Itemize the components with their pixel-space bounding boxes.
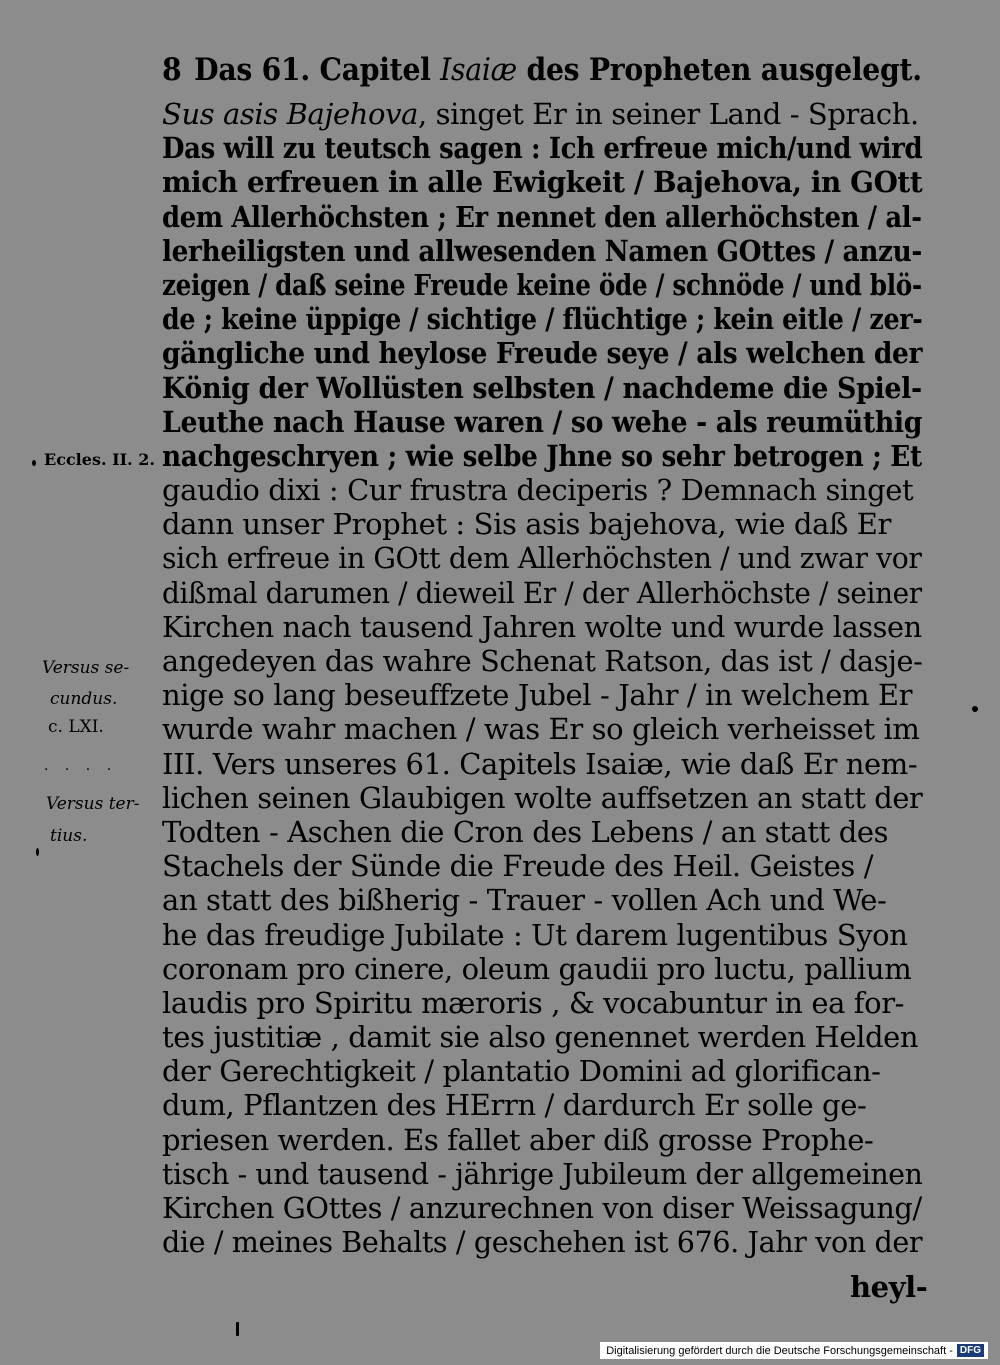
text-line: der Gerechtigkeit / plantatio Domini ad glorifican- bbox=[162, 1054, 881, 1089]
margin-note-versus-secundus-1: Versus se- bbox=[42, 658, 130, 678]
text-line: lerheiligsten und allwesenden Namen GOttes / anzu- bbox=[162, 233, 922, 268]
text-line: Leuthe nach Hause waren / so wehe - als reumüthig bbox=[162, 404, 923, 439]
text-line: nige so lang beseuffzete Jubel - Jahr / in welchem Er bbox=[162, 678, 913, 713]
text-line: de ; keine üppige / sichtige / flüchtige ; kein eitle / zer- bbox=[162, 302, 923, 337]
text-line: Kirchen nach tausend Jahren wolte und wurde lassen bbox=[162, 609, 922, 644]
ink-speck bbox=[32, 460, 36, 466]
text-line: zeigen / daß seine Freude keine öde / schnöde / und blö- bbox=[162, 267, 922, 302]
page-number: 8 bbox=[162, 52, 182, 88]
text-line: die / meines Behalts / geschehen ist 676. Jahr von der bbox=[162, 1225, 923, 1260]
margin-note-versus-secundus-2: cundus. bbox=[50, 689, 118, 709]
header-title-pre: Das 61. Capitel bbox=[194, 52, 441, 88]
margin-note-versus-tertius-2: tius. bbox=[50, 826, 88, 846]
ink-speck bbox=[972, 706, 978, 712]
margin-note-chapter-ref: c. LXI. bbox=[48, 717, 104, 737]
text-line: tes justitiæ , damit sie also genennet werden Helden bbox=[162, 1020, 919, 1055]
text-line: Das will zu teutsch sagen : Ich erfreue mich/und wird bbox=[162, 131, 923, 166]
margin-note-eccl: Eccles. II. 2. bbox=[44, 450, 155, 469]
text-line: angedeyen das wahre Schenat Ratson, das ist / dasje- bbox=[162, 644, 923, 678]
text-line: dem Allerhöchsten ; Er nennet den allerhöchsten / al- bbox=[162, 199, 922, 234]
text-line: dum, Pflantzen des HErrn / dardurch Er solle ge- bbox=[162, 1088, 867, 1123]
text-line: laudis pro Spiritu mæroris , & vocabuntur in ea for- bbox=[162, 985, 905, 1020]
text-line: Kirchen GOttes / anzurechnen von diser Weissagung/ bbox=[162, 1191, 922, 1225]
running-header bbox=[162, 52, 922, 88]
ink-speck bbox=[236, 1322, 239, 1336]
text-line: III. Vers unseres 61. Capitels Isaiæ, wie daß Er nem- bbox=[162, 746, 918, 781]
ink-speck bbox=[36, 848, 39, 856]
dfg-logo-icon: DFG bbox=[957, 1344, 984, 1357]
text-line: dißmal darumen / dieweil Er / der Allerhöchste / seiner bbox=[162, 575, 922, 610]
text-line: tisch - und tausend - jährige Jubileum der allgemeinen bbox=[162, 1156, 923, 1191]
margin-note-versus-tertius-1: Versus ter- bbox=[46, 794, 140, 814]
text-line: lichen seinen Glaubigen wolte auffsetzen an statt der bbox=[162, 780, 923, 815]
text-line: nachgeschryen ; wie selbe Jhne so sehr betrogen ; Et bbox=[162, 438, 922, 473]
text-line: wurde wahr machen / was Er so gleich verheisset im bbox=[162, 712, 920, 747]
footer-text: Digitalisierung gefördert durch die Deutsche Forschungsgemeinschaft - bbox=[606, 1344, 953, 1357]
text-line: sich erfreue in GOtt dem Allerhöchsten / und zwar vor bbox=[162, 541, 922, 576]
text-line: he das freudige Jubilate : Ut darem lugentibus Syon bbox=[162, 917, 908, 952]
text-line: dann unser Prophet : Sis asis bajehova, wie daß Er bbox=[162, 507, 892, 542]
text-line: Todten - Aschen die Cron des Lebens / an statt des bbox=[162, 814, 889, 849]
catchword: heyl- bbox=[850, 1270, 928, 1304]
text-line: priesen werden. Es fallet aber diß grosse Prophe- bbox=[162, 1122, 874, 1157]
text-line: Sus asis Bajehova, singet Er in seiner Land - Sprach. bbox=[162, 97, 919, 131]
margin-dots: . . . . bbox=[44, 758, 118, 774]
header-title-post: des Propheten ausgelegt. bbox=[516, 52, 922, 88]
text-line: an statt des bißherig - Trauer - vollen Ach und We- bbox=[162, 883, 887, 918]
text-line: gaudio dixi : Cur frustra deciperis ? Demnach singet bbox=[162, 473, 914, 508]
text-line: Stachels der Sünde die Freude des Heil. Geistes / bbox=[162, 849, 874, 884]
text-line: König der Wollüsten selbsten / nachdeme die Spiel- bbox=[162, 370, 922, 405]
header-title-italic: Isaiæ bbox=[440, 52, 517, 88]
text-line: gängliche und heylose Freude seye / als welchen der bbox=[162, 336, 923, 371]
text-line: coronam pro cinere, oleum gaudii pro luctu, pallium bbox=[162, 951, 912, 986]
body-text bbox=[162, 97, 922, 1259]
digitization-footer bbox=[600, 1342, 988, 1359]
text-line: mich erfreuen in alle Ewigkeit / Bajehova, in GOtt bbox=[162, 165, 923, 200]
